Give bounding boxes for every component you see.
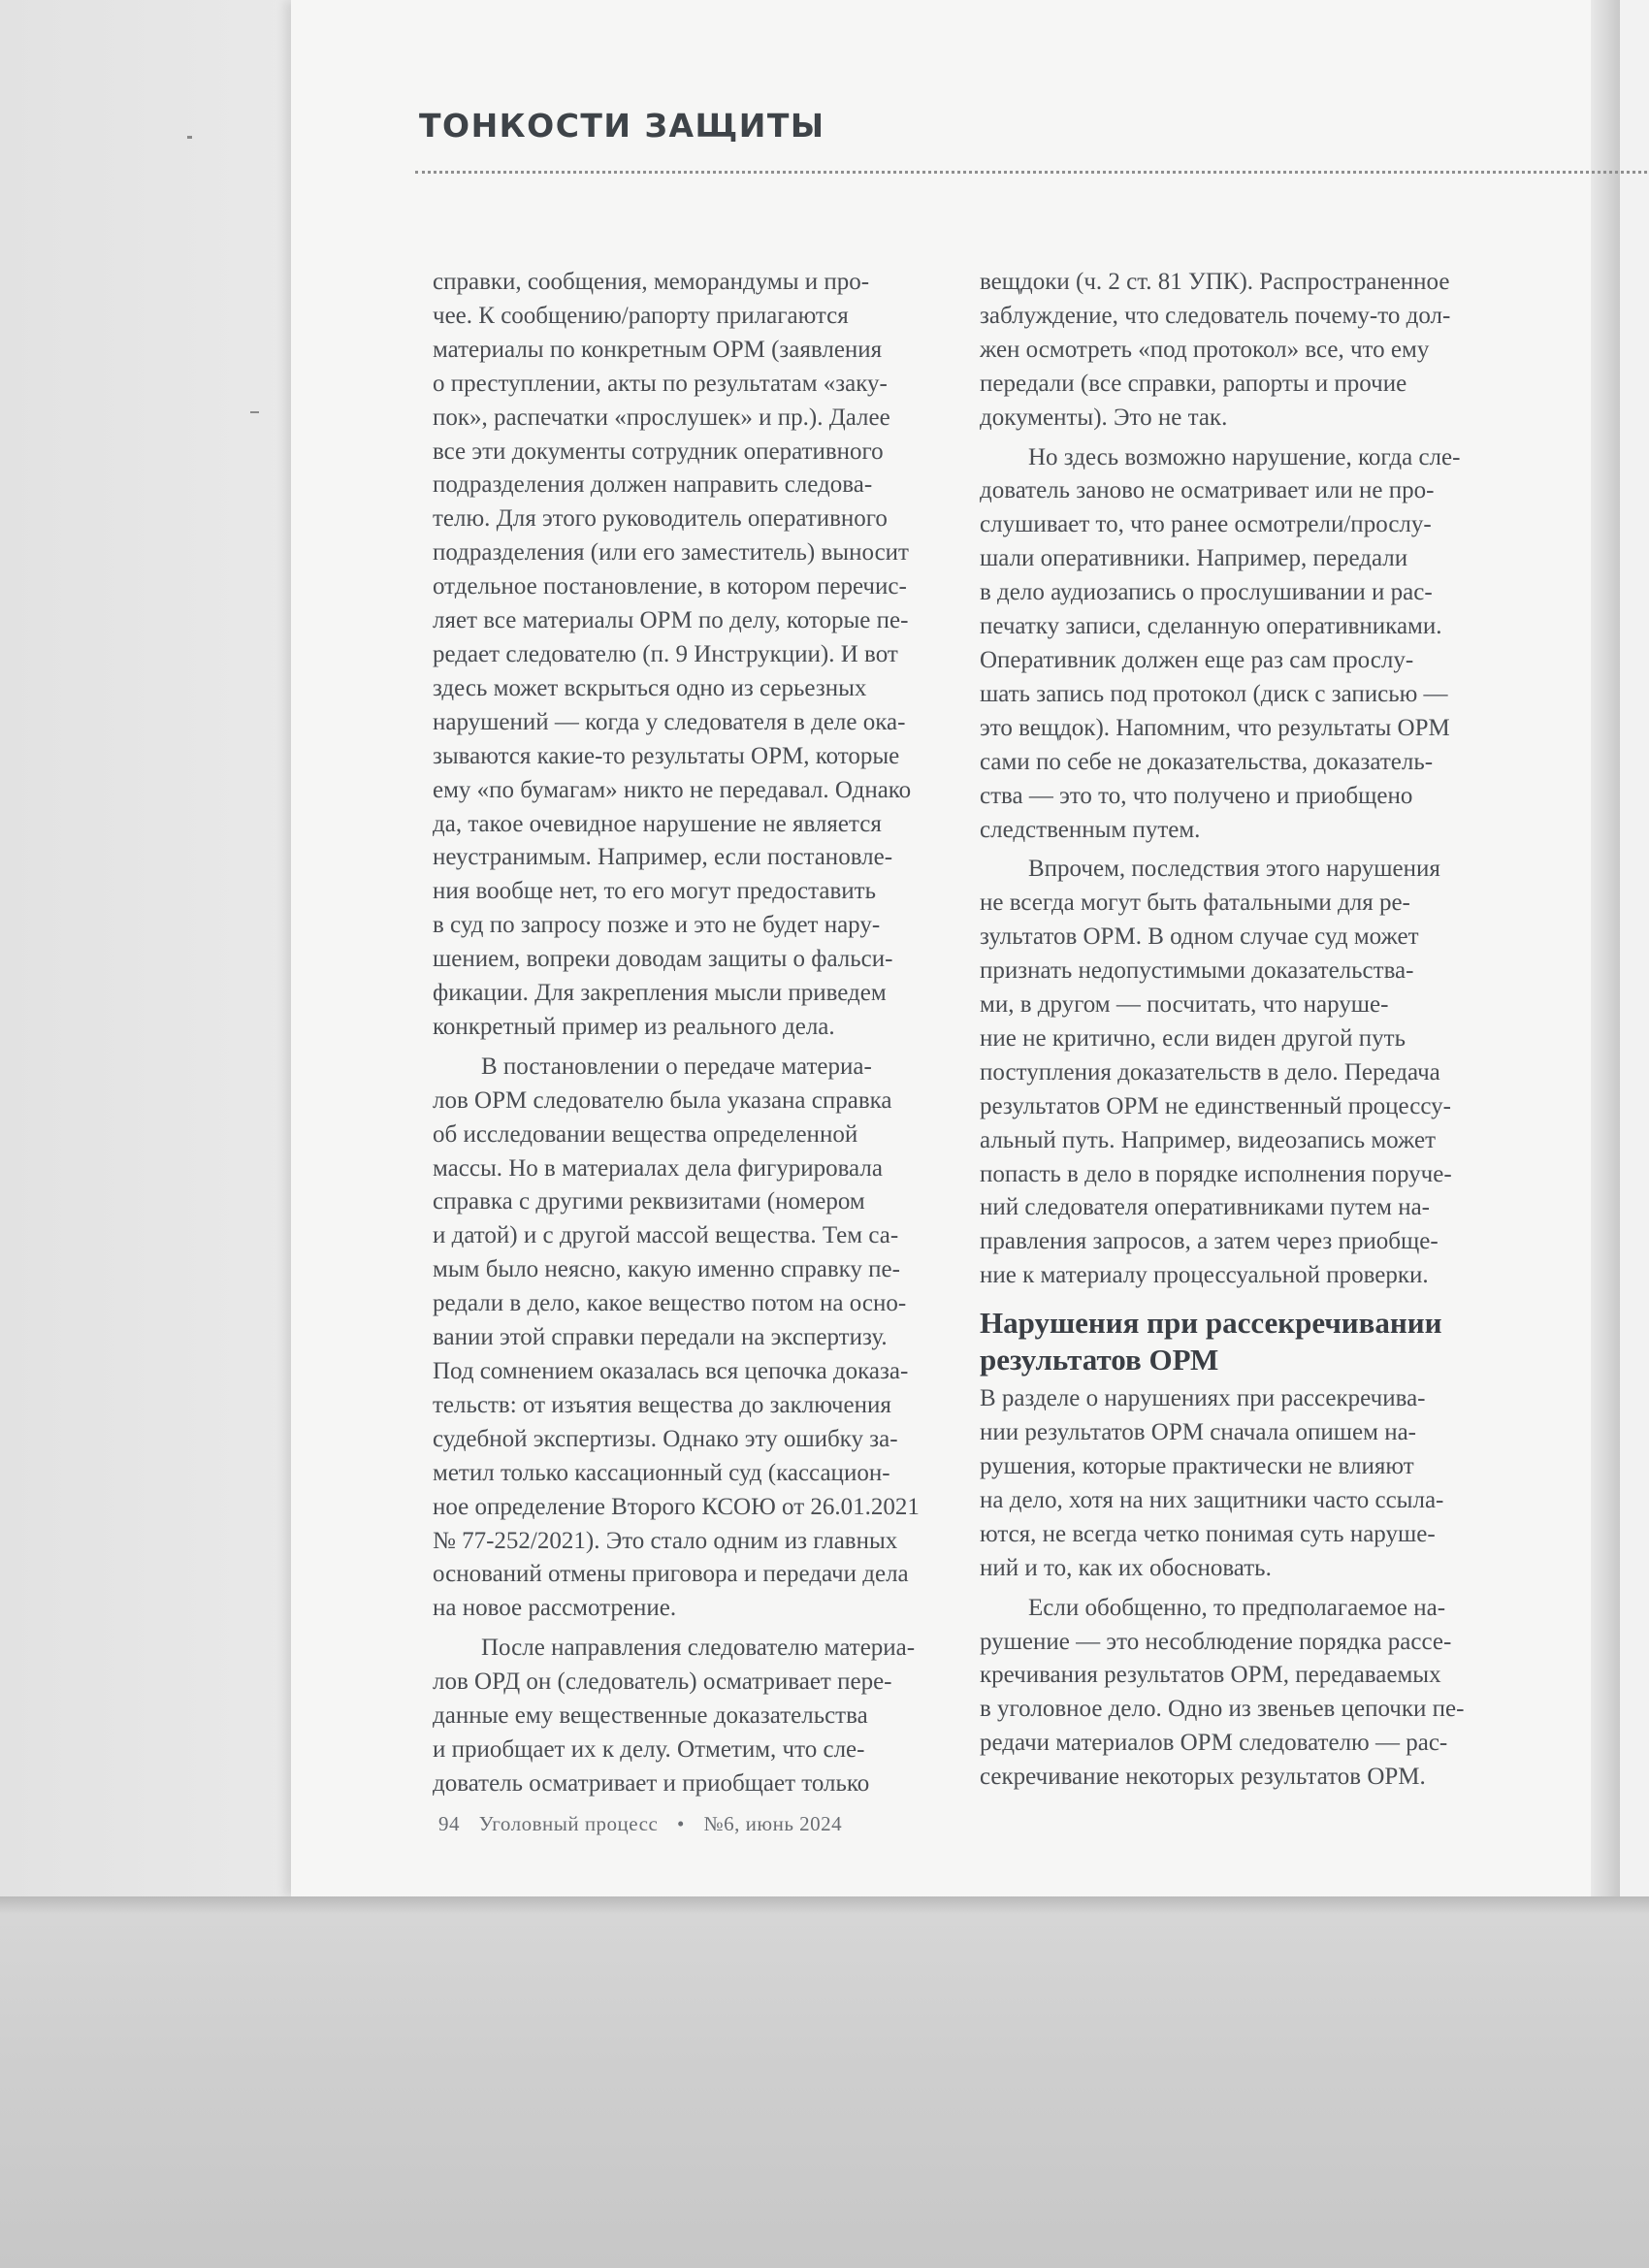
page-shadow bbox=[0, 1896, 1649, 1914]
right-column bbox=[980, 266, 1504, 1795]
left-column bbox=[433, 266, 956, 1801]
paragraph: Впрочем, последствия этого нарушения не всегда могут быть фатальными для ре- зультатов ОРМ. В одном случае суд может признать недопустимыми доказательства- ми, в другом — посчитать, что наруше- ние не критично, если виден другой путь поступления доказательств в дело. Передача результатов ОРМ не единственный процессу- альный путь. Например, видеозапись может попасть в дело в порядке исполнения поруче- ний следователя оперативниками путем на- правления запросов, а затем через приобще- ние к материалу процессуальной проверки. bbox=[980, 856, 1452, 1289]
issue-info: №6, июнь 2024 bbox=[703, 1812, 843, 1835]
scan-speck bbox=[250, 411, 259, 413]
paragraph: Если обобщенно, то предполагаемое на- рушение — это несоблюдение порядка рассе- кречивания результатов ОРМ, передаваемых в уголовное дело. Одно из звеньев цепочки пе- редачи материалов ОРМ следователю — рас- секречивание некоторых результатов ОРМ. bbox=[980, 1594, 1465, 1791]
page-number: 94 bbox=[438, 1812, 460, 1835]
paragraph: справки, сообщения, меморандумы и про- чее. К сообщению/рапорту прилагаются материалы по конкретным ОРМ (заявления о преступлении, акты по результатам «заку- пок», распечатки «прослушек» и пр.). Далее все эти документы сотрудник оперативного подразделения должен направить следова- телю. Для этого руководитель оперативного подразделения (или его заместитель) выносит отдельное постановление, в котором перечис- ляет все материалы ОРМ по делу, которые пе- редает следователю (п. 9 Инструкции). И вот здесь может вскрыться одно из серьезных нарушений — когда у следователя в деле ока- зываются какие-то результаты ОРМ, которые ему «по бумагам» никто не передавал. Однако да, такое очевидное нарушение не является неустранимым. Например, если постановле- ния вообще нет, то его могут предоставить в суд по запросу позже и это не будет нару- шением, вопреки доводам защиты о фальси- фикации. Для закрепления мысли приведем конкретный пример из реального дела. bbox=[433, 269, 912, 1040]
scan-speck bbox=[187, 136, 192, 139]
dotted-divider bbox=[415, 171, 1647, 174]
running-head: ТОНКОСТИ ЗАЩИТЫ bbox=[419, 107, 825, 145]
page-footer bbox=[438, 1812, 856, 1836]
scanner-bottom-area bbox=[0, 1896, 1649, 2268]
paragraph: В постановлении о передаче материа- лов ОРМ следователю была указана справка об исследовании вещества определенной массы. Но в материалах дела фигурировала справка с другими реквизитами (номером и датой) и с другой массой вещества. Тем са- мым было неясно, какую именно справку пе- редали в дело, какое вещество потом на осно- вании этой справки передали на экспертизу. Под сомнением оказалась вся цепочка доказа- тельств: от изъятия вещества до заключения судебной экспертизы. Однако эту ошибку за- метил только кассационный суд (кассацион- ное определение Второго КСОЮ от 26.01.2021 № 77-252/2021). Это стало одним из главных оснований отмены приговора и передачи дела на новое рассмотрение. bbox=[433, 1053, 920, 1622]
bullet-separator: • bbox=[677, 1812, 685, 1835]
paragraph: Но здесь возможно нарушение, когда сле- дователь заново не осматривает или не про- слушивает то, что ранее осмотрели/прослу- шали оперативники. Например, передали в дело аудиозапись о прослушивании и рас- печатку записи, сделанную оперативниками. Оперативник должен еще раз сам прослу- шать запись под протокол (диск с записью — это вещдок). Напомним, что результаты ОРМ сами по себе не доказательства, доказатель- ства — это то, что получено и приобщено следственным путем. bbox=[980, 443, 1461, 843]
page-edge bbox=[1591, 0, 1620, 1906]
section-subheading: Нарушения при рассекречивании результатов ОРМ bbox=[980, 1306, 1442, 1377]
paragraph: В разделе о нарушениях при рассекречива- нии результатов ОРМ сначала опишем на- рушения, которые практически не влияют на дело, хотя на них защитники часто ссыла- ются, не всегда четко понимая суть наруше- ний и то, как их обосновать. bbox=[980, 1385, 1444, 1581]
paragraph: вещдоки (ч. 2 ст. 81 УПК). Распространенное заблуждение, что следователь почему-то дол- жен осмотреть «под протокол» все, что ему передали (все справки, рапорты и прочие документы). Это не так. bbox=[980, 269, 1451, 431]
paragraph: После направления следователю материа- лов ОРД он (следователь) осматривает пере- данные ему вещественные доказательства и приобщает их к делу. Отметим, что сле- дователь осматривает и приобщает только bbox=[433, 1635, 916, 1797]
journal-name: Уголовный процесс bbox=[478, 1812, 659, 1835]
